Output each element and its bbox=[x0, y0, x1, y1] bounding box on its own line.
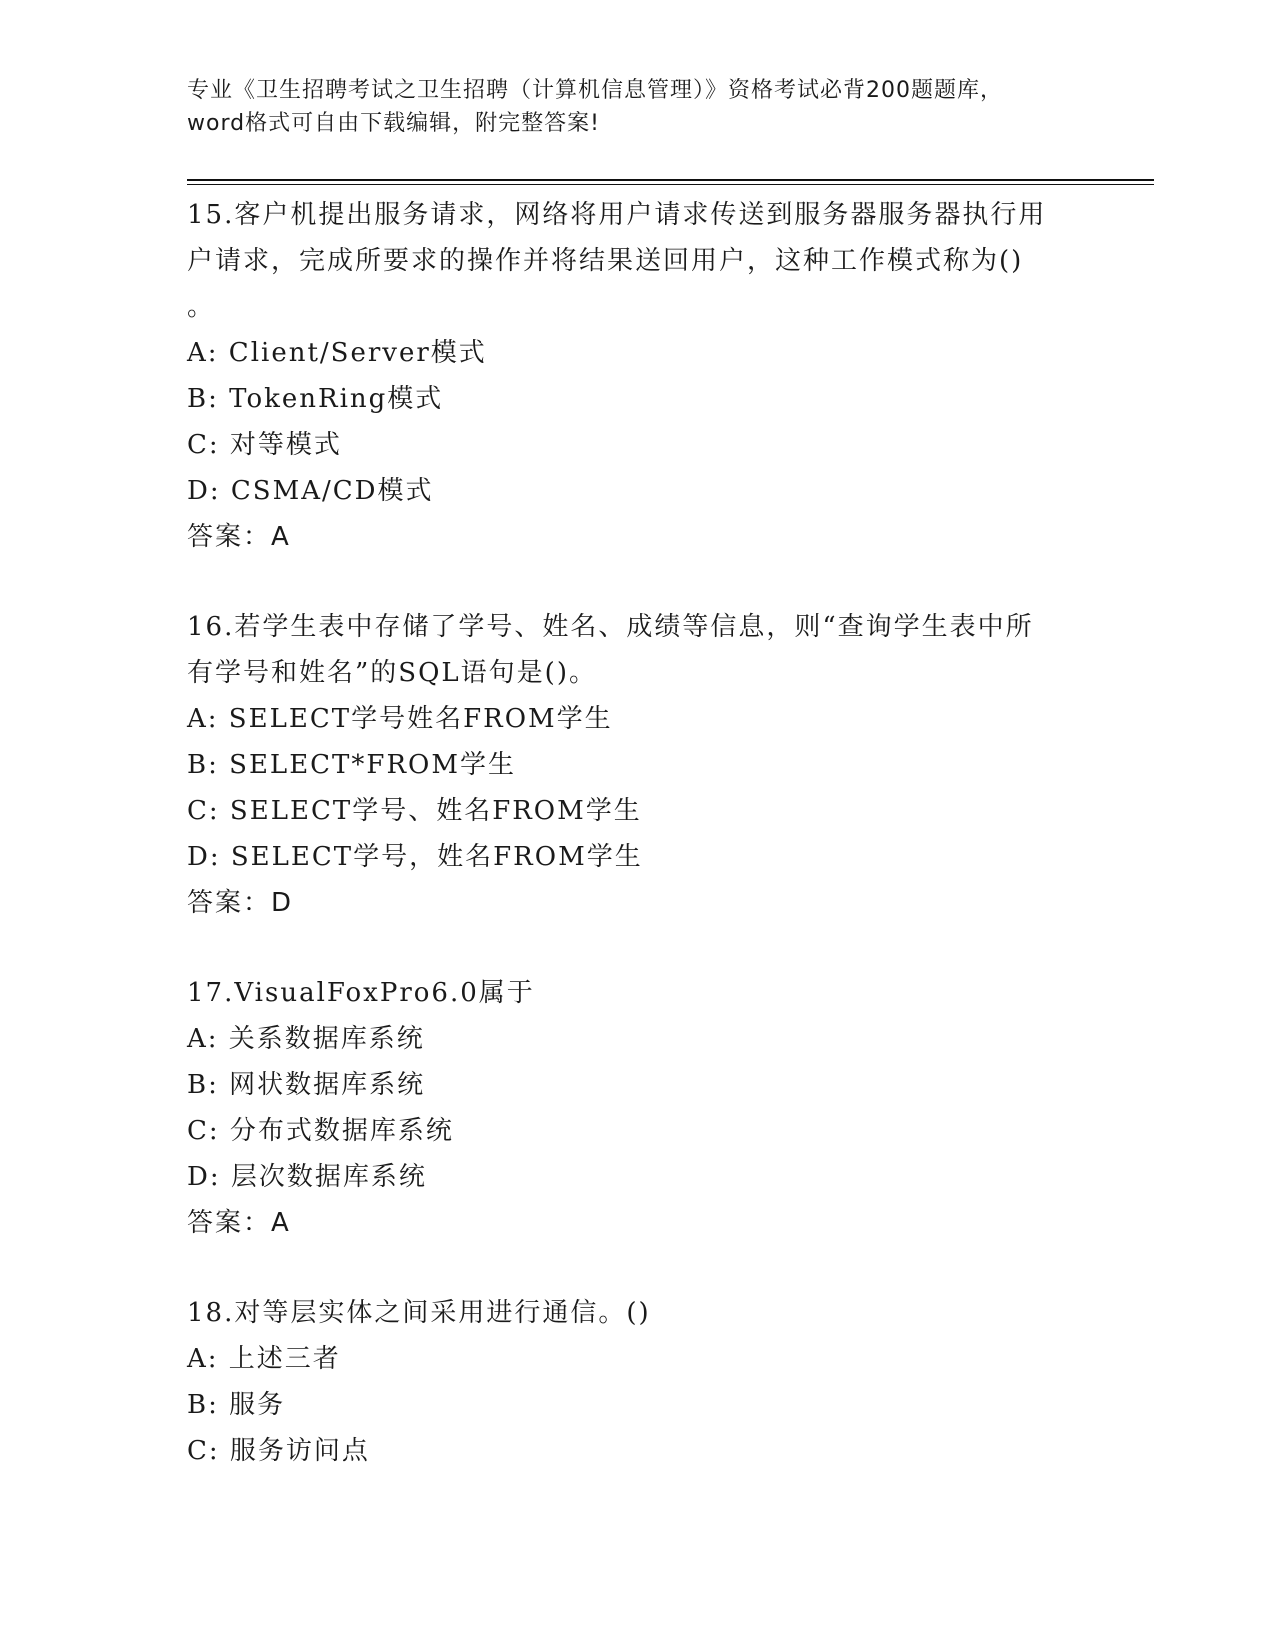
option-a: A: SELECT学号姓名FROM学生 bbox=[187, 704, 613, 734]
header-rule-thin bbox=[187, 184, 1154, 185]
stem-line: 17.VisualFoxPro6.0属于 bbox=[187, 978, 535, 1008]
answer: 答案：D bbox=[187, 888, 294, 918]
option-c: C: 服务访问点 bbox=[187, 1436, 370, 1466]
stem-line: 15.客户机提出服务请求，网络将用户请求传送到服务器服务器执行用 bbox=[187, 200, 1047, 230]
stem-line: 户请求，完成所要求的操作并将结果送回用户，这种工作模式称为() bbox=[187, 246, 1024, 276]
header-line-1: 专业《卫生招聘考试之卫生招聘（计算机信息管理）》资格考试必背200题题库， bbox=[187, 78, 1003, 103]
option-b: B: 服务 bbox=[187, 1390, 286, 1420]
option-d: D: SELECT学号，姓名FROM学生 bbox=[187, 842, 643, 872]
option-c: C: 对等模式 bbox=[187, 430, 342, 460]
option-a: A: 上述三者 bbox=[187, 1344, 341, 1374]
stem-line: 18.对等层实体之间采用进行通信。() bbox=[187, 1298, 651, 1328]
question-17 bbox=[187, 970, 1087, 1246]
stem-line: 有学号和姓名”的SQL语句是()。 bbox=[187, 658, 597, 688]
option-d: D: 层次数据库系统 bbox=[187, 1162, 427, 1192]
option-d: D: CSMA/CD模式 bbox=[187, 476, 434, 506]
answer: 答案：A bbox=[187, 522, 291, 552]
option-b: B: SELECT*FROM学生 bbox=[187, 750, 516, 780]
option-c: C: SELECT学号、姓名FROM学生 bbox=[187, 796, 642, 826]
question-18 bbox=[187, 1290, 1087, 1474]
question-stem bbox=[187, 1290, 1087, 1336]
option-a: A: Client/Server模式 bbox=[187, 338, 487, 368]
option-c: C: 分布式数据库系统 bbox=[187, 1116, 454, 1146]
header-line-2: word格式可自由下载编辑，附完整答案! bbox=[187, 111, 600, 136]
stem-line: 。 bbox=[187, 292, 216, 322]
answer: 答案：A bbox=[187, 1208, 291, 1238]
stem-line: 16.若学生表中存储了学号、姓名、成绩等信息，则“查询学生表中所 bbox=[187, 612, 1034, 642]
header-rule-thick bbox=[187, 179, 1154, 181]
document-header bbox=[187, 74, 1087, 140]
question-stem bbox=[187, 192, 1087, 330]
question-list bbox=[187, 192, 1087, 1474]
option-b: B: 网状数据库系统 bbox=[187, 1070, 426, 1100]
option-a: A: 关系数据库系统 bbox=[187, 1024, 425, 1054]
question-stem bbox=[187, 604, 1087, 696]
option-b: B: TokenRing模式 bbox=[187, 384, 444, 414]
question-16 bbox=[187, 604, 1087, 926]
question-stem bbox=[187, 970, 1087, 1016]
question-15 bbox=[187, 192, 1087, 560]
